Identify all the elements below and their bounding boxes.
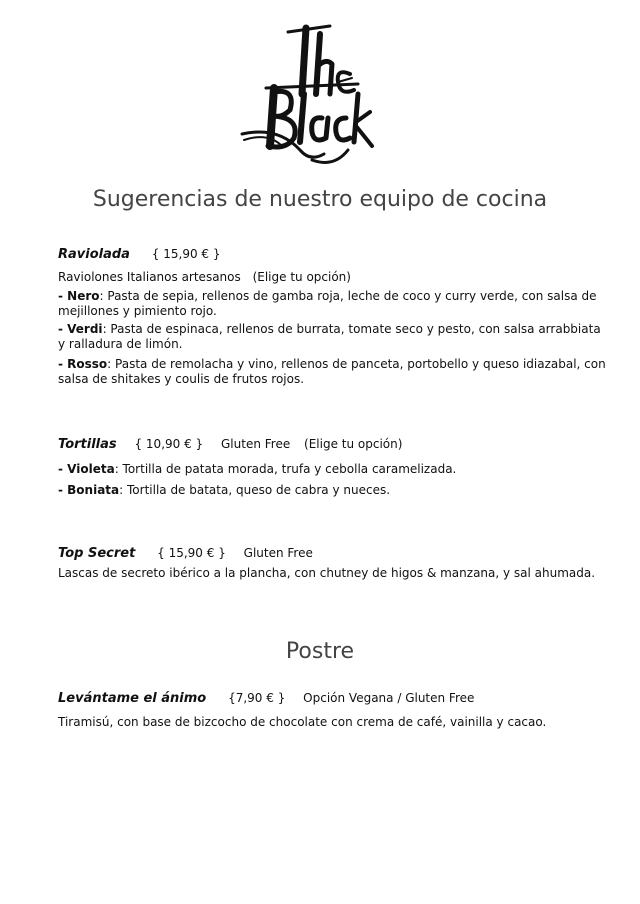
dish-name: Tortillas: [58, 437, 117, 452]
option-name: - Violeta: [58, 462, 115, 476]
choice-note: (Elige tu opción): [252, 270, 351, 284]
option-rosso: [58, 357, 608, 387]
dish-name: Levántame el ánimo: [58, 691, 207, 706]
dish-header-tortillas: [58, 437, 402, 452]
dish-description: Lascas de secreto ibérico a la plancha, con chutney de higos & manzana, y sal ahumada.: [58, 566, 596, 580]
dish-header-dessert: [58, 691, 474, 706]
option-name: - Verdi: [58, 322, 103, 336]
option-violeta: [58, 462, 456, 477]
dish-name: Top Secret: [58, 546, 136, 561]
option-boniata: [58, 483, 390, 498]
dish-description: Tiramisú, con base de bizcocho de chocolate con crema de café, vainilla y cacao.: [58, 715, 547, 729]
option-text: : Tortilla de batata, queso de cabra y nueces.: [119, 483, 391, 497]
option-text: : Pasta de remolacha y vino, rellenos de panceta, portobello y queso idiazabal, con salsa de shitakes y coulis de frutos rojos.: [58, 357, 606, 386]
dish-header-top-secret: [58, 546, 313, 561]
description-text: Raviolones Italianos artesanos: [58, 270, 241, 284]
dish-price: { 15,90 € }: [157, 546, 226, 560]
dish-name: Raviolada: [58, 247, 130, 262]
dish-price: { 10,90 € }: [134, 437, 204, 451]
dish-tag: Opción Vegana / Gluten Free: [303, 691, 475, 705]
dish-description: [58, 270, 351, 285]
option-name: - Boniata: [58, 483, 120, 497]
the-black-logo: [238, 22, 378, 172]
option-text: : Pasta de espinaca, rellenos de burrata, tomate seco y pesto, con salsa arrabbiata y ralladura de limón.: [58, 322, 601, 351]
option-verdi: [58, 322, 608, 352]
option-nero: [58, 289, 608, 319]
dish-price: {7,90 € }: [228, 691, 286, 705]
dish-tag: Gluten Free: [243, 546, 313, 560]
option-text: : Tortilla de patata morada, trufa y cebolla caramelizada.: [114, 462, 457, 476]
dish-price: { 15,90 € }: [151, 247, 221, 261]
section-title: Sugerencias de nuestro equipo de cocina: [92, 187, 548, 212]
dish-header-raviolada: [58, 247, 220, 262]
dessert-title: Postre: [285, 639, 355, 664]
dish-tag: Gluten Free: [221, 437, 291, 451]
choice-note: (Elige tu opción): [304, 437, 403, 451]
option-name: - Nero: [58, 289, 100, 303]
option-name: - Rosso: [58, 357, 108, 371]
option-text: : Pasta de sepia, rellenos de gamba roja, leche de coco y curry verde, con salsa de mejillones y pimiento rojo.: [58, 289, 597, 318]
